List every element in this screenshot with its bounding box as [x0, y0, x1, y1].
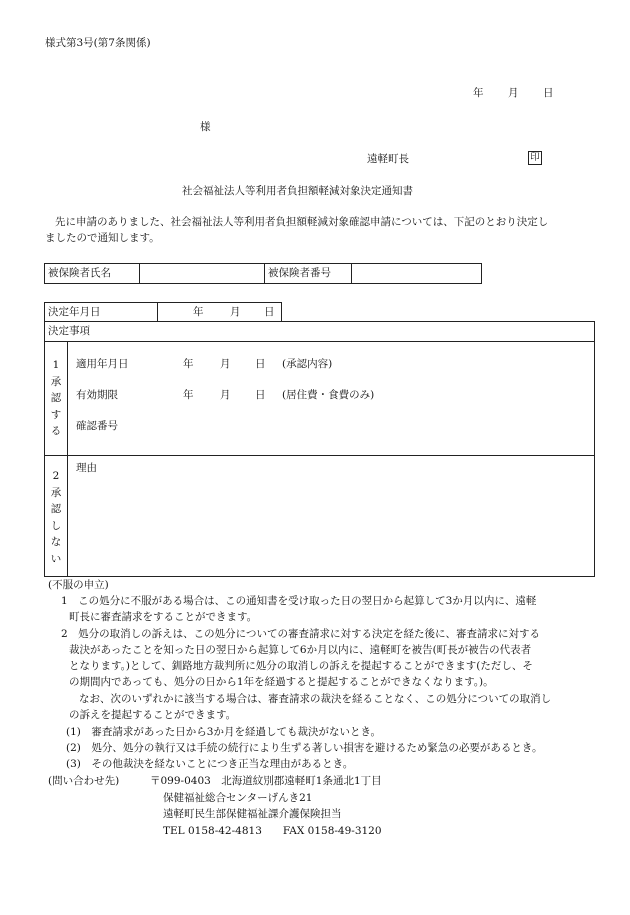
- addressee-suffix: 様: [200, 121, 211, 133]
- seal-stamp: 印: [528, 151, 542, 165]
- contact-label: (問い合わせ先): [48, 775, 120, 787]
- appeal-note-line-2: の訴えを提起することができます。: [69, 709, 237, 721]
- section-label-divider: [67, 341, 68, 577]
- expiry-year: 年: [183, 389, 194, 401]
- reject-label-char: 2: [52, 470, 60, 482]
- decision-date-divider: [157, 302, 158, 322]
- header-date-day: 日: [543, 87, 554, 99]
- decision-month: 月: [230, 306, 241, 318]
- insured-number-label: 被保険者番号: [268, 267, 331, 279]
- insured-divider-3: [351, 263, 352, 284]
- applicable-date-label: 適用年月日: [76, 358, 129, 370]
- appeal-case-3: (3) その他裁決を経ないことにつき正当な理由があるとき。: [66, 758, 354, 770]
- decision-matters-label: 決定事項: [48, 325, 90, 337]
- expiry-note: (居住費・食費のみ): [282, 389, 375, 401]
- appeal-heading: (不服の申立): [48, 579, 109, 591]
- appeal-item-1-line-1: 1 この処分に不服がある場合は、この通知書を受け取った日の翌日から起算して3か月以内に、遠軽: [61, 595, 537, 607]
- approve-label-char: す: [50, 408, 62, 421]
- approval-content-note: (承認内容): [282, 358, 333, 370]
- issuer: 遠軽町長: [367, 153, 409, 165]
- appeal-case-1: (1) 審査請求があった日から3か月を経過しても裁決がないとき。: [66, 726, 382, 738]
- intro-line-2: ましたので通知します。: [45, 232, 160, 244]
- insured-divider-2: [264, 263, 265, 284]
- decision-date-label: 決定年月日: [48, 306, 101, 318]
- page-title: 社会福祉法人等利用者負担額軽減対象決定通知書: [182, 185, 413, 197]
- reject-label-char: い: [50, 552, 62, 565]
- reason-label: 理由: [76, 462, 97, 474]
- appeal-case-2: (2) 処分、処分の執行又は手続の続行により生ずる著しい損害を避けるため緊急の必要があるとき。: [66, 742, 543, 754]
- applicable-month: 月: [220, 358, 231, 370]
- expiry-day: 日: [255, 389, 266, 401]
- confirmation-number-label: 確認番号: [76, 420, 118, 432]
- approve-label: [49, 357, 63, 440]
- reject-label-char: 承: [50, 486, 62, 499]
- appeal-item-2-line-2: 裁決があったことを知った日の翌日から起算して6か月以内に、遠軽町を被告(町長が被告の代表者: [69, 644, 532, 656]
- appeal-item-2-line-1: 2 処分の取消しの訴えは、この処分についての審査請求に対する決定を経た後に、審査請求に対する: [61, 628, 540, 640]
- contact-phone: TEL 0158-42-4813 FAX 0158-49-3120: [163, 825, 382, 837]
- approve-label-char: 1: [52, 359, 60, 371]
- header-date-month: 月: [508, 87, 519, 99]
- contact-address: 〒099-0403 北海道紋別郡遠軽町1条通北1丁目: [150, 775, 382, 787]
- appeal-item-2-line-4: の期間内であっても、処分の日から1年を経過すると提起することができなくなります。)。: [69, 676, 494, 688]
- expiry-label: 有効期限: [76, 389, 118, 401]
- header-date-year: 年: [473, 87, 484, 99]
- appeal-item-2-line-3: となります。)として、釧路地方裁判所に処分の取消しの訴えを提起することができます(ただし、そ: [69, 660, 533, 672]
- reject-label-char: 認: [50, 503, 62, 515]
- form-number: 様式第3号(第7条関係): [45, 37, 151, 49]
- intro-line-1: 先に申請のありました、社会福祉法人等利用者負担額軽減対象確認申請については、下記のとおり決定し: [55, 216, 549, 228]
- appeal-item-1-line-2: 町長に審査請求をすることができます。: [69, 611, 258, 623]
- contact-facility: 保健福祉総合センターげんき21: [163, 792, 313, 804]
- applicable-year: 年: [183, 358, 194, 370]
- approve-reject-divider: [44, 455, 595, 456]
- approve-label-char: る: [50, 425, 62, 437]
- matters-header-line: [44, 341, 595, 342]
- reject-label-char: な: [50, 536, 62, 548]
- reject-label: [49, 468, 63, 567]
- contact-department: 遠軽町民生部保健福祉課介護保険担当: [163, 808, 342, 820]
- applicable-day: 日: [255, 358, 266, 370]
- insured-name-label: 被保険者氏名: [48, 267, 111, 279]
- approve-label-char: 承: [50, 375, 62, 388]
- reject-label-char: し: [50, 519, 62, 532]
- decision-day: 日: [264, 306, 275, 318]
- approve-label-char: 認: [50, 392, 62, 404]
- decision-year: 年: [193, 306, 204, 318]
- expiry-month: 月: [220, 389, 231, 401]
- insured-divider-1: [139, 263, 140, 284]
- appeal-note-line-1: なお、次のいずれかに該当する場合は、審査請求の裁決を経ることなく、この処分についての取消し: [79, 693, 552, 705]
